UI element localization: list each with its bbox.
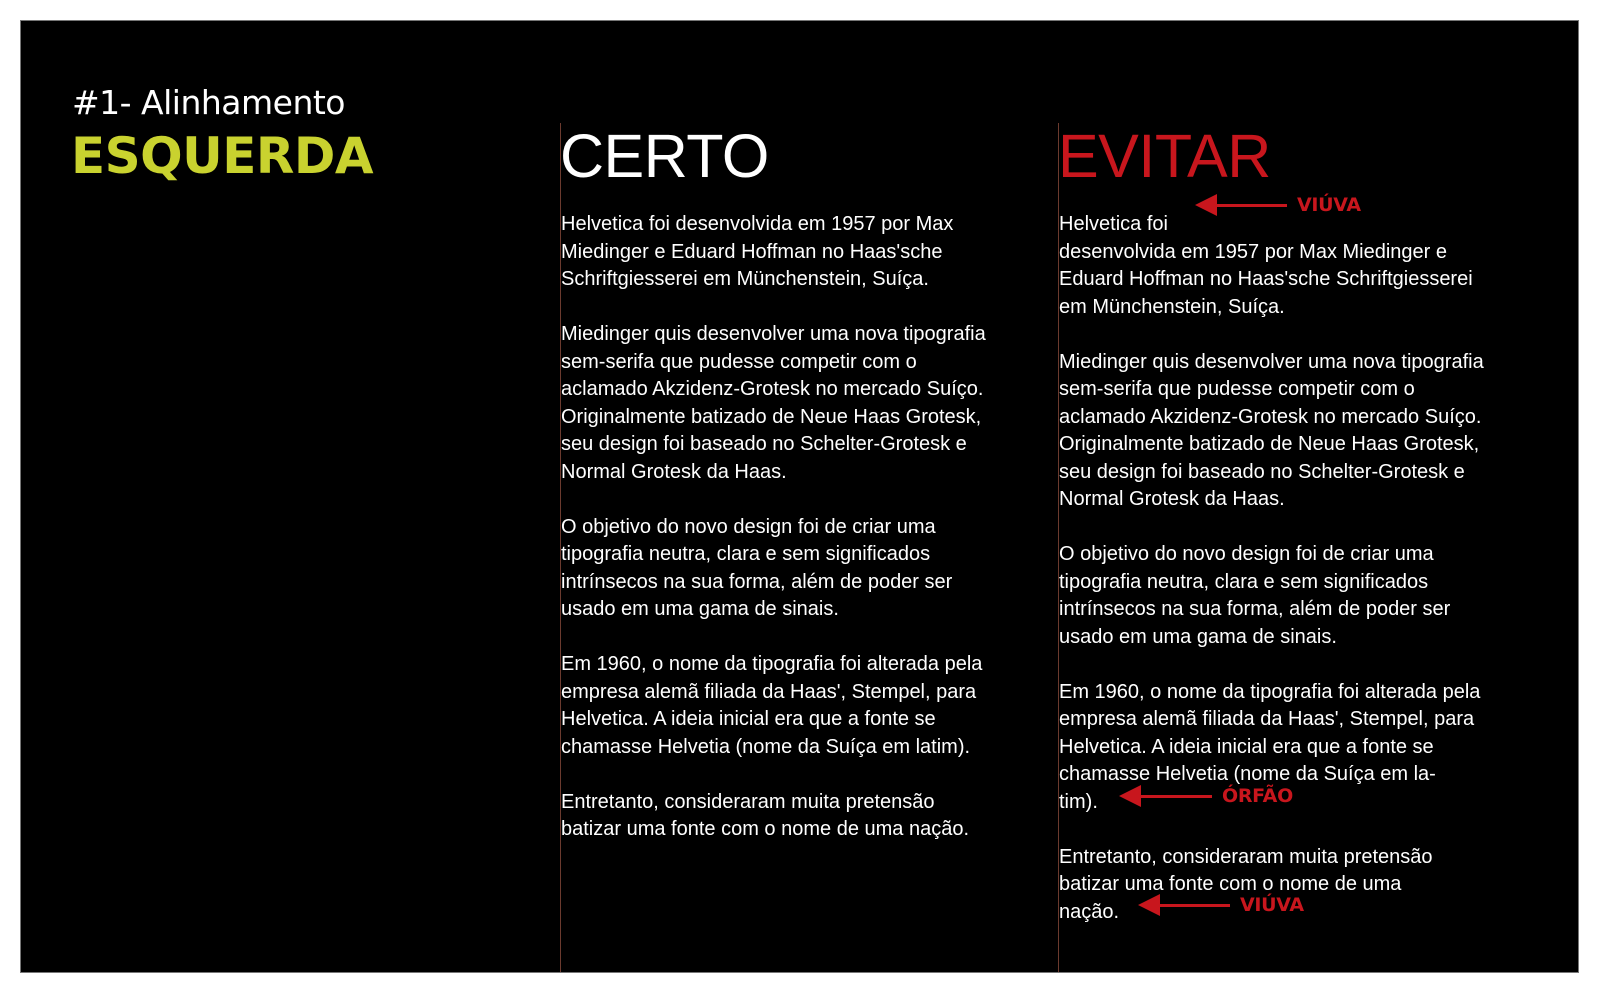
text-line-orphan: tim).	[1059, 790, 1098, 813]
text-line: chamasse Helvetia (nome da Suíça em la-	[1059, 763, 1436, 785]
text-line: aclamado Akzidenz-Grotesk no mercado Suíço.	[561, 378, 984, 400]
text-line: sem-serifa que pudesse competir com o	[1059, 378, 1415, 400]
text-line-widow: Helvetica foi	[1059, 213, 1168, 235]
text-line: Miedinger quis desenvolver uma nova tipografia	[561, 323, 986, 345]
paragraph-gap	[1059, 514, 1484, 542]
annotation-orphan	[1119, 786, 1293, 806]
text-line: Originalmente batizado de Neue Haas Grotesk,	[561, 405, 982, 428]
text-line: Normal Grotesk da Haas.	[1059, 488, 1285, 510]
arrow-left-icon	[1119, 786, 1212, 806]
text-line: usado em uma gama de sinais.	[1059, 625, 1337, 648]
column-body-correct	[561, 211, 986, 844]
text-line: Normal Grotesk da Haas.	[561, 460, 787, 483]
column-body-avoid	[1059, 211, 1484, 926]
annotation-label: VIÚVA	[1240, 894, 1304, 916]
text-line: Em 1960, o nome da tipografia foi alterada pela	[1059, 680, 1481, 703]
paragraph-gap	[561, 294, 986, 322]
text-line: Miedinger quis desenvolver uma nova tipografia	[1059, 350, 1484, 373]
text-line: batizar uma fonte com o nome de uma nação.	[561, 818, 970, 840]
arrow-left-icon	[1195, 195, 1287, 215]
annotation-label: ÓRFÃO	[1222, 785, 1293, 807]
text-line: Entretanto, consideraram muita pretensão	[1059, 845, 1433, 868]
paragraph-gap	[1059, 816, 1484, 844]
text-line: Helvetica foi desenvolvida em 1957 por Max	[561, 213, 954, 235]
text-line: seu design foi baseado no Schelter-Grotesk e	[561, 433, 967, 455]
text-line: intrínsecos na sua forma, além de poder ser	[561, 570, 953, 593]
text-line: Schriftgiesserei em Münchenstein, Suíça.	[561, 268, 929, 290]
text-line: Em 1960, o nome da tipografia foi alterada pela	[561, 653, 983, 675]
slide-panel	[21, 21, 1578, 972]
paragraph-gap	[1059, 651, 1484, 679]
column-heading-correct: CERTO	[560, 122, 769, 190]
text-line: O objetivo do novo design foi de criar uma	[1059, 543, 1434, 565]
annotation-widow-top	[1195, 195, 1361, 215]
paragraph-gap	[1059, 321, 1484, 349]
annotation-label: VIÚVA	[1297, 194, 1361, 216]
column-heading-avoid: EVITAR	[1058, 122, 1271, 190]
text-line: Helvetica. A ideia inicial era que a fonte se	[1059, 735, 1434, 758]
text-line: Originalmente batizado de Neue Haas Grotesk,	[1059, 433, 1480, 455]
text-line: O objetivo do novo design foi de criar uma	[561, 515, 936, 538]
section-title: ESQUERDA	[71, 127, 374, 185]
paragraph-gap	[561, 761, 986, 789]
text-line: tipografia neutra, clara e sem significados	[1059, 570, 1429, 593]
paragraph-gap	[561, 624, 986, 652]
text-line: em Münchenstein, Suíça.	[1059, 295, 1285, 318]
text-line: aclamado Akzidenz-Grotesk no mercado Suíço.	[1059, 405, 1482, 428]
text-line: chamasse Helvetia (nome da Suíça em latim).	[561, 735, 971, 758]
text-line: desenvolvida em 1957 por Max Miedinger e	[1059, 240, 1447, 263]
text-line: Eduard Hoffman no Haas'sche Schriftgiesserei	[1059, 268, 1473, 290]
text-line: intrínsecos na sua forma, além de poder ser	[1059, 598, 1451, 620]
text-line-widow: nação.	[1059, 900, 1120, 923]
text-line: usado em uma gama de sinais.	[561, 598, 839, 620]
paragraph-gap	[561, 486, 986, 514]
text-line: seu design foi baseado no Schelter-Grotesk e	[1059, 460, 1465, 483]
arrow-left-icon	[1138, 895, 1230, 915]
annotation-widow-bottom	[1138, 895, 1304, 915]
text-line: Miedinger e Eduard Hoffman no Haas'sche	[561, 240, 943, 263]
text-line: batizar uma fonte com o nome de uma	[1059, 873, 1402, 895]
text-line: tipografia neutra, clara e sem significados	[561, 543, 931, 565]
text-line: sem-serifa que pudesse competir com o	[561, 350, 917, 373]
text-line: empresa alemã filiada da Haas', Stempel, para	[561, 680, 977, 703]
text-line: Helvetica. A ideia inicial era que a fonte se	[561, 708, 936, 730]
section-subtitle: #1- Alinhamento	[72, 83, 345, 122]
text-line: Entretanto, consideraram muita pretensão	[561, 790, 935, 813]
text-line: empresa alemã filiada da Haas', Stempel, para	[1059, 708, 1475, 730]
